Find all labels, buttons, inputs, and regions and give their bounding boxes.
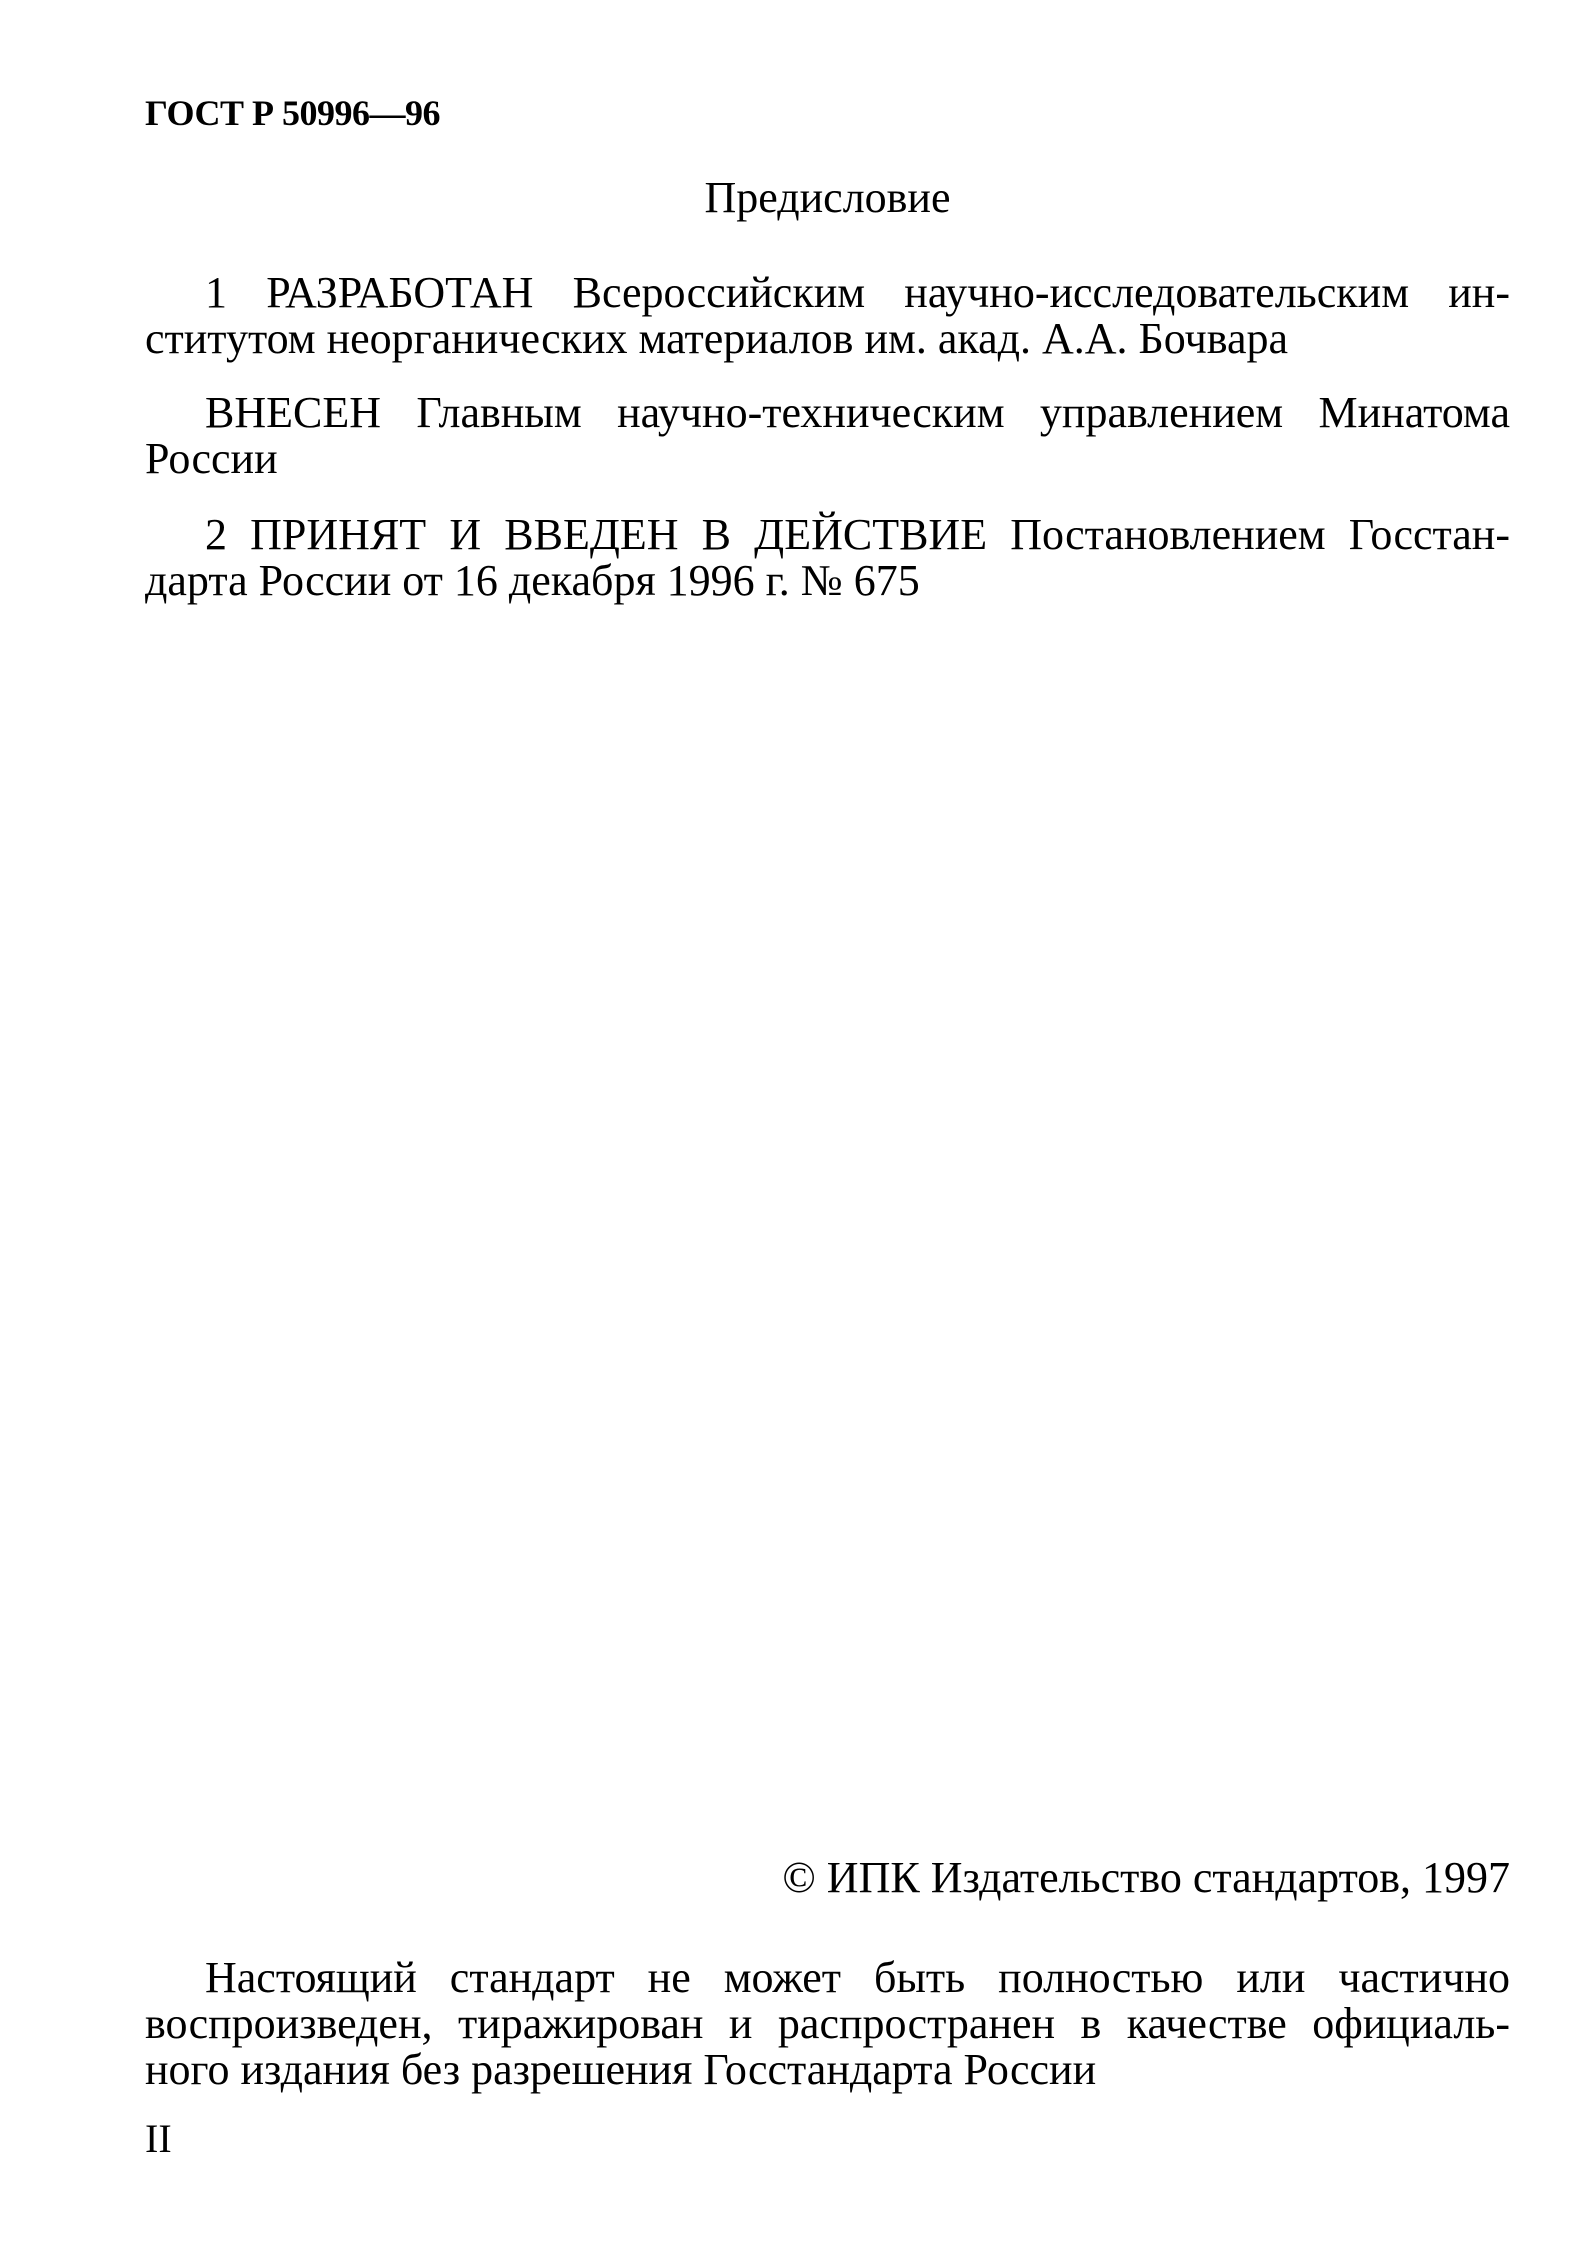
- introduced-line-1: ВНЕСЕН Главным научно-техническим управлением Минатома: [205, 388, 1510, 437]
- notice-line-1: Настоящий стандарт не может быть полностью или частично: [205, 1953, 1510, 2002]
- copyright-notice: © ИПК Издательство стандартов, 1997: [782, 1853, 1510, 1902]
- developed-line-2: ститутом неорганических материалов им. акад. А.А. Бочвара: [145, 314, 1289, 363]
- adopted-line-1: 2 ПРИНЯТ И ВВЕДЕН В ДЕЙСТВИЕ Постановлением Госстан-: [205, 510, 1510, 559]
- introduced-line-2: России: [145, 434, 278, 483]
- developed-paragraph: [145, 270, 1510, 362]
- notice-line-3: ного издания без разрешения Госстандарта России: [145, 2045, 1097, 2094]
- page-number: II: [145, 2116, 172, 2161]
- introduced-paragraph: [145, 390, 1510, 482]
- adopted-line-2: дарта России от 16 декабря 1996 г. № 675: [145, 556, 920, 605]
- reproduction-notice: [145, 1955, 1510, 2093]
- notice-line-2: воспроизведен, тиражирован и распространен в качестве официаль-: [145, 1999, 1510, 2048]
- adopted-paragraph: [145, 512, 1510, 604]
- standard-code: ГОСТ Р 50996—96: [145, 93, 440, 133]
- page-title: Предисловие: [704, 173, 951, 222]
- developed-line-1: 1 РАЗРАБОТАН Всероссийским научно-исследовательским ин-: [205, 268, 1510, 317]
